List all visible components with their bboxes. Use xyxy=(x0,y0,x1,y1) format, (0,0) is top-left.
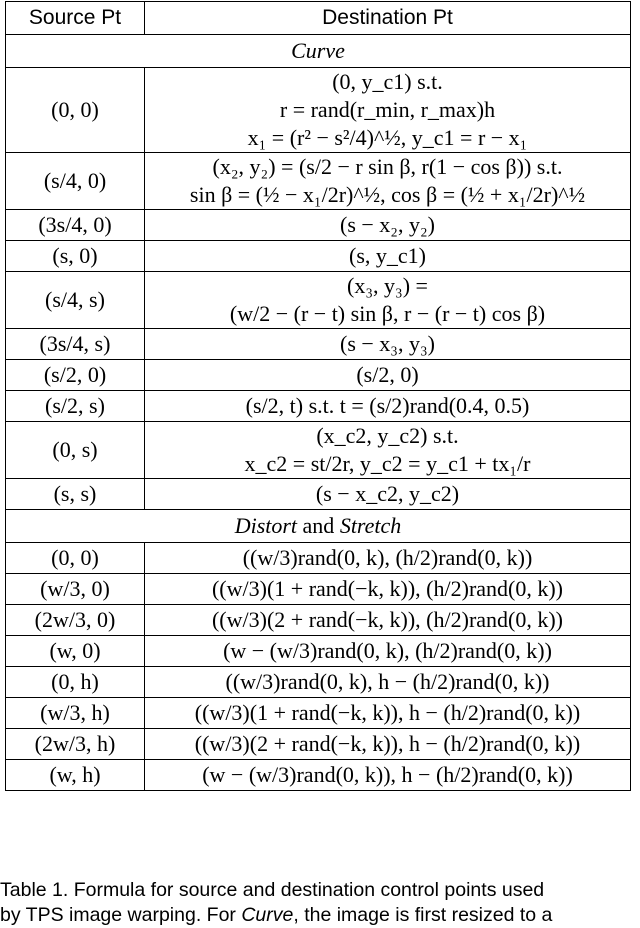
table-row xyxy=(6,574,631,605)
formula-line: (x₂, y₂) = (s/2 − r sin β, r(1 − cos β)) s.t. xyxy=(212,154,563,179)
destination-pt-cell xyxy=(145,210,631,241)
caption-curve-word: Curve xyxy=(241,904,294,926)
destination-pt-header: Destination Pt xyxy=(145,2,631,35)
source-pt-cell: (2w/3, h) xyxy=(6,729,145,760)
destination-pt-cell xyxy=(145,422,631,479)
formula-line: (s/2, 0) xyxy=(356,362,419,387)
source-pt-cell: (0, h) xyxy=(6,667,145,698)
source-pt-cell: (s/2, s) xyxy=(6,391,145,422)
table-row xyxy=(6,543,631,574)
source-pt-cell: (w, 0) xyxy=(6,636,145,667)
source-pt-cell: (s/4, s) xyxy=(6,272,145,329)
formula-line: (x₃, y₃) = xyxy=(347,273,428,298)
formula-line: r = rand(r_min, r_max)h xyxy=(279,97,496,122)
destination-pt-cell xyxy=(145,153,631,210)
header-row xyxy=(6,2,631,35)
curve-section-label: Curve xyxy=(6,35,631,68)
formula-line: (w/2 − (r − t) sin β, r − (r − t) cos β) xyxy=(229,301,546,326)
stretch-label: Stretch xyxy=(339,513,402,538)
source-pt-cell: (0, 0) xyxy=(6,68,145,153)
destination-pt-cell: ((w/3)(2 + rand(−k, k)), (h/2)rand(0, k)) xyxy=(145,605,631,636)
table-row xyxy=(6,360,631,391)
source-pt-cell: (s/2, 0) xyxy=(6,360,145,391)
caption-text-a: by TPS image warping. For xyxy=(0,904,242,926)
source-pt-cell: (w, h) xyxy=(6,760,145,791)
and-label: and xyxy=(297,513,340,538)
table-row xyxy=(6,698,631,729)
formula-line: (0, y_c1) s.t. xyxy=(332,69,443,94)
caption-line-2 xyxy=(0,903,640,928)
table-row xyxy=(6,479,631,510)
source-pt-cell: (w/3, h) xyxy=(6,698,145,729)
destination-pt-cell xyxy=(145,479,631,510)
formula-line: (s, y_c1) xyxy=(349,243,426,268)
table-row xyxy=(6,272,631,329)
source-pt-cell: (s/4, 0) xyxy=(6,153,145,210)
distort-section-label xyxy=(6,510,631,543)
table-row xyxy=(6,391,631,422)
source-pt-cell: (0, 0) xyxy=(6,543,145,574)
control-points-table xyxy=(5,1,631,791)
table-row xyxy=(6,605,631,636)
formula-line: x_c2 = st/2r, y_c2 = y_c1 + tx₁/r xyxy=(244,451,531,476)
source-pt-cell: (s, 0) xyxy=(6,241,145,272)
table-row xyxy=(6,210,631,241)
source-pt-header: Source Pt xyxy=(6,2,145,35)
destination-pt-cell xyxy=(145,68,631,153)
source-pt-cell: (2w/3, 0) xyxy=(6,605,145,636)
table-row xyxy=(6,422,631,479)
table-row xyxy=(6,153,631,210)
source-pt-cell: (3s/4, 0) xyxy=(6,210,145,241)
table-row xyxy=(6,667,631,698)
destination-pt-cell xyxy=(145,272,631,329)
table-row xyxy=(6,68,631,153)
destination-pt-cell xyxy=(145,391,631,422)
destination-pt-cell: ((w/3)rand(0, k), h − (h/2)rand(0, k)) xyxy=(145,667,631,698)
source-pt-cell: (0, s) xyxy=(6,422,145,479)
destination-pt-cell: ((w/3)(1 + rand(−k, k)), (h/2)rand(0, k)) xyxy=(145,574,631,605)
distort-section-row xyxy=(6,510,631,543)
formula-line: sin β = (½ − x₁/2r)^½, cos β = (½ + x₁/2r)^½ xyxy=(189,182,586,207)
table-row xyxy=(6,729,631,760)
formula-line: (x_c2, y_c2) s.t. xyxy=(316,423,459,448)
destination-pt-cell: ((w/3)(1 + rand(−k, k)), h − (h/2)rand(0, k)) xyxy=(145,698,631,729)
table-caption xyxy=(0,878,640,928)
destination-pt-cell xyxy=(145,241,631,272)
destination-pt-cell: ((w/3)(2 + rand(−k, k)), h − (h/2)rand(0, k)) xyxy=(145,729,631,760)
table-row xyxy=(6,329,631,360)
table-row xyxy=(6,760,631,791)
source-pt-cell: (3s/4, s) xyxy=(6,329,145,360)
formula-line: (s − x₃, y₃) xyxy=(340,331,435,356)
source-pt-cell: (w/3, 0) xyxy=(6,574,145,605)
destination-pt-cell: ((w/3)rand(0, k), (h/2)rand(0, k)) xyxy=(145,543,631,574)
destination-pt-cell: (w − (w/3)rand(0, k)), h − (h/2)rand(0, k)) xyxy=(145,760,631,791)
curve-section-row xyxy=(6,35,631,68)
destination-pt-cell xyxy=(145,360,631,391)
formula-line: (s − x_c2, y_c2) xyxy=(315,481,460,506)
table-row xyxy=(6,241,631,272)
source-pt-cell: (s, s) xyxy=(6,479,145,510)
caption-text-c: , the image is first resized to a xyxy=(293,904,553,926)
table-row xyxy=(6,636,631,667)
destination-pt-cell: (w − (w/3)rand(0, k), (h/2)rand(0, k)) xyxy=(145,636,631,667)
formula-line: (s − x₂, y₂) xyxy=(340,212,435,237)
formula-line: x₁ = (r² − s²/4)^½, y_c1 = r − x₁ xyxy=(247,125,528,150)
destination-pt-cell xyxy=(145,329,631,360)
distort-label: Distort xyxy=(234,513,298,538)
caption-line-1: Table 1. Formula for source and destination control points used xyxy=(0,879,545,901)
formula-line: (s/2, t) s.t. t = (s/2)rand(0.4, 0.5) xyxy=(245,393,530,418)
